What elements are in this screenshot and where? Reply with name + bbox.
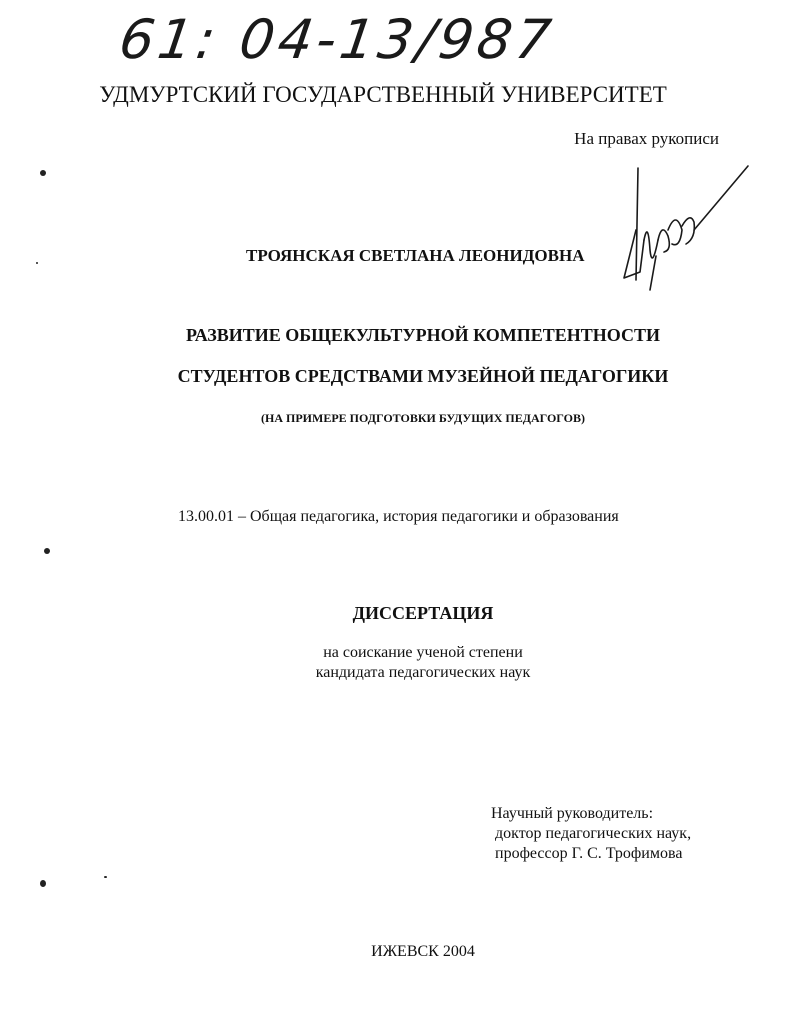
degree-line-1: на соискание ученой степени (323, 644, 523, 661)
catalog-number-handwritten: 61: 04-13/987 (115, 8, 559, 71)
title-line-2: СТУДЕНТОВ СРЕДСТВАМИ МУЗЕЙНОЙ ПЕДАГОГИКИ (177, 366, 669, 386)
degree-line-2: кандидата педагогических наук (315, 664, 531, 681)
document-type: ДИССЕРТАЦИЯ (352, 603, 494, 623)
scan-speck (36, 262, 38, 264)
city-year: ИЖЕВСК 2004 (371, 943, 475, 960)
scan-speck (40, 880, 46, 887)
author-name: ТРОЯНСКАЯ СВЕТЛАНА ЛЕОНИДОВНА (246, 246, 585, 265)
scan-speck (44, 548, 50, 554)
manuscript-note: На правах рукописи (574, 129, 719, 148)
advisor-label: Научный руководитель: (491, 805, 654, 822)
advisor-degree: доктор педагогических наук, (495, 825, 692, 842)
scan-speck (40, 170, 46, 176)
advisor-name: профессор Г. С. Трофимова (495, 845, 683, 862)
scan-speck (104, 876, 107, 878)
handwritten-signature (610, 160, 760, 300)
title-subtitle: (НА ПРИМЕРЕ ПОДГОТОВКИ БУДУЩИХ ПЕДАГОГОВ) (261, 411, 585, 425)
title-line-1: РАЗВИТИЕ ОБЩЕКУЛЬТУРНОЙ КОМПЕТЕНТНОСТИ (186, 325, 660, 345)
university-name: УДМУРТСКИЙ ГОСУДАРСТВЕННЫЙ УНИВЕРСИТЕТ (99, 82, 667, 107)
specialty-code: 13.00.01 – Общая педагогика, история педагогики и образования (178, 508, 619, 525)
